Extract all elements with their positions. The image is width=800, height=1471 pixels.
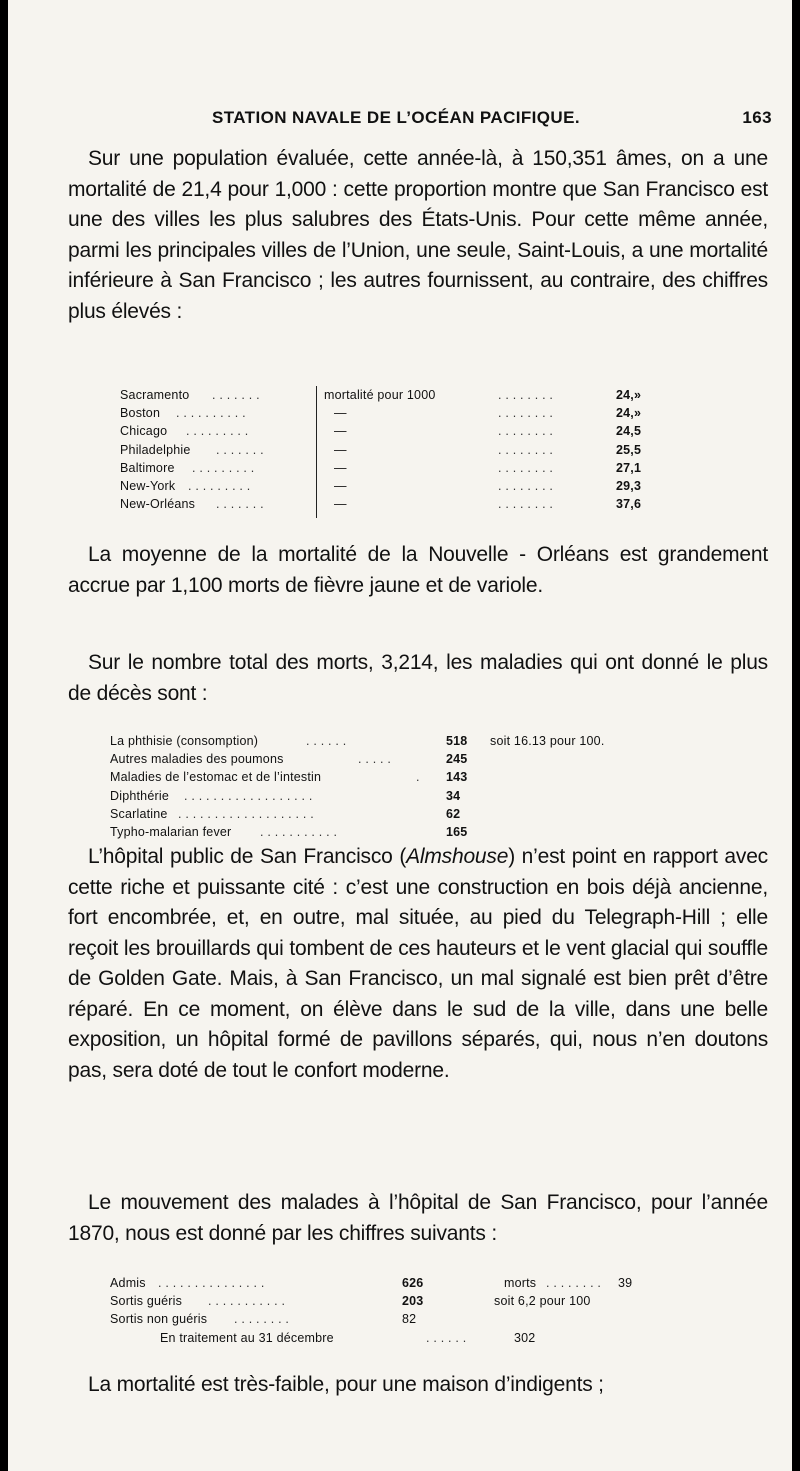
movement-table [110,1274,750,1347]
table-row: Sortis guéris . . . . . . . . . . . 203 soit 6,2 pour 100 [110,1294,591,1309]
table-row: Sortis non guéris . . . . . . . . 82 [110,1312,417,1327]
running-header [212,108,772,128]
table-row: La phthisie (consomption) . . . . . . 518 soit 16.13 pour 100. [110,734,605,748]
table-row: New-Orléans . . . . . . . — . . . . . . . . 37,6 [120,497,642,512]
diseases-table [110,732,750,841]
paragraph-movement: Le mouvement des malades à l’hôpital de San Francisco, pour l’année 1870, nous est donné par les chiffres suivants : [68,1191,768,1245]
book-page [8,0,792,1471]
table-row: Baltimore . . . . . . . . . — . . . . . . . . 27,1 [120,460,642,475]
table-row: New-York . . . . . . . . . — . . . . . . . . 29,3 [120,478,642,493]
cities-mortality-table [120,386,740,513]
paragraph-mortality-low: La mortalité est très-faible, pour une maison d’indigents ; [88,1373,604,1396]
table-row: Admis . . . . . . . . . . . . . . . 626 morts . . . . . . . . 39 [110,1276,633,1290]
table-row: Autres maladies des poumons . . . . . 245 [110,752,468,767]
almshouse-italic: Almshouse [406,845,509,868]
table-row: En traitement au 31 décembre . . . . . . 302 [160,1330,536,1345]
header-title: STATION NAVALE DE L’OCÉAN PACIFIQUE. [212,108,580,127]
paragraph-hospital: L’hôpital public de San Francisco (Almshouse) n’est point en rapport avec cette riche et puissante cité : c’est une construction en bois déjà ancienne, fort encombrée, et, en outre, mal située, au pied du Telegraph-Hill ; elle reçoit les brouillards qui tombent de ces hauteurs et le vent glacial qui souffle de Golden Gate. Mais, à San Francisco, un mal signalé est bien prêt d’être réparé. En ce moment, on élève dans le sud de la ville, dans une belle exposition, un hôpital formé de pavillons séparés, qui, nous n’en doutons pas, sera doté de tout le confort moderne. [68,845,768,1082]
page-number: 163 [742,108,772,127]
table-row: Chicago . . . . . . . . . — . . . . . . . . 24,5 [120,424,642,439]
table-row: Philadelphie . . . . . . . — . . . . . . . . 25,5 [120,442,642,457]
paragraph-population: Sur une population évaluée, cette année-là, à 150,351 âmes, on a une mortalité de 21,4 pour 1,000 : cette proportion montre que San Francisco est une des villes les plus salubres des États-Unis. Pour cette même année, parmi les principales villes de l’Union, une seule, Saint-Louis, a une mortalité inférieure à San Francisco ; les autres fournissent, au contraire, des chiffres plus élevés : [68,147,768,323]
table-row: Boston . . . . . . . . . . — . . . . . . . . 24,» [120,406,642,421]
table-row: Diphthérie . . . . . . . . . . . . . . . . . . 34 [110,788,461,803]
table-row: Maladies de l’estomac et de l’intestin . 143 [110,770,468,785]
paragraph-total-deaths: Sur le nombre total des morts, 3,214, les maladies qui ont donné le plus de décès sont : [68,651,768,705]
table-row: Sacramento . . . . . . . mortalité pour 1000 . . . . . . . . 24,» [120,388,642,402]
table-row: Typho-malarian fever . . . . . . . . . . . 165 [110,824,468,839]
table-row: Scarlatine . . . . . . . . . . . . . . . . . . . 62 [110,806,461,821]
paragraph-new-orleans: La moyenne de la mortalité de la Nouvelle - Orléans est grandement accrue par 1,100 morts de fièvre jaune et de variole. [68,543,768,597]
